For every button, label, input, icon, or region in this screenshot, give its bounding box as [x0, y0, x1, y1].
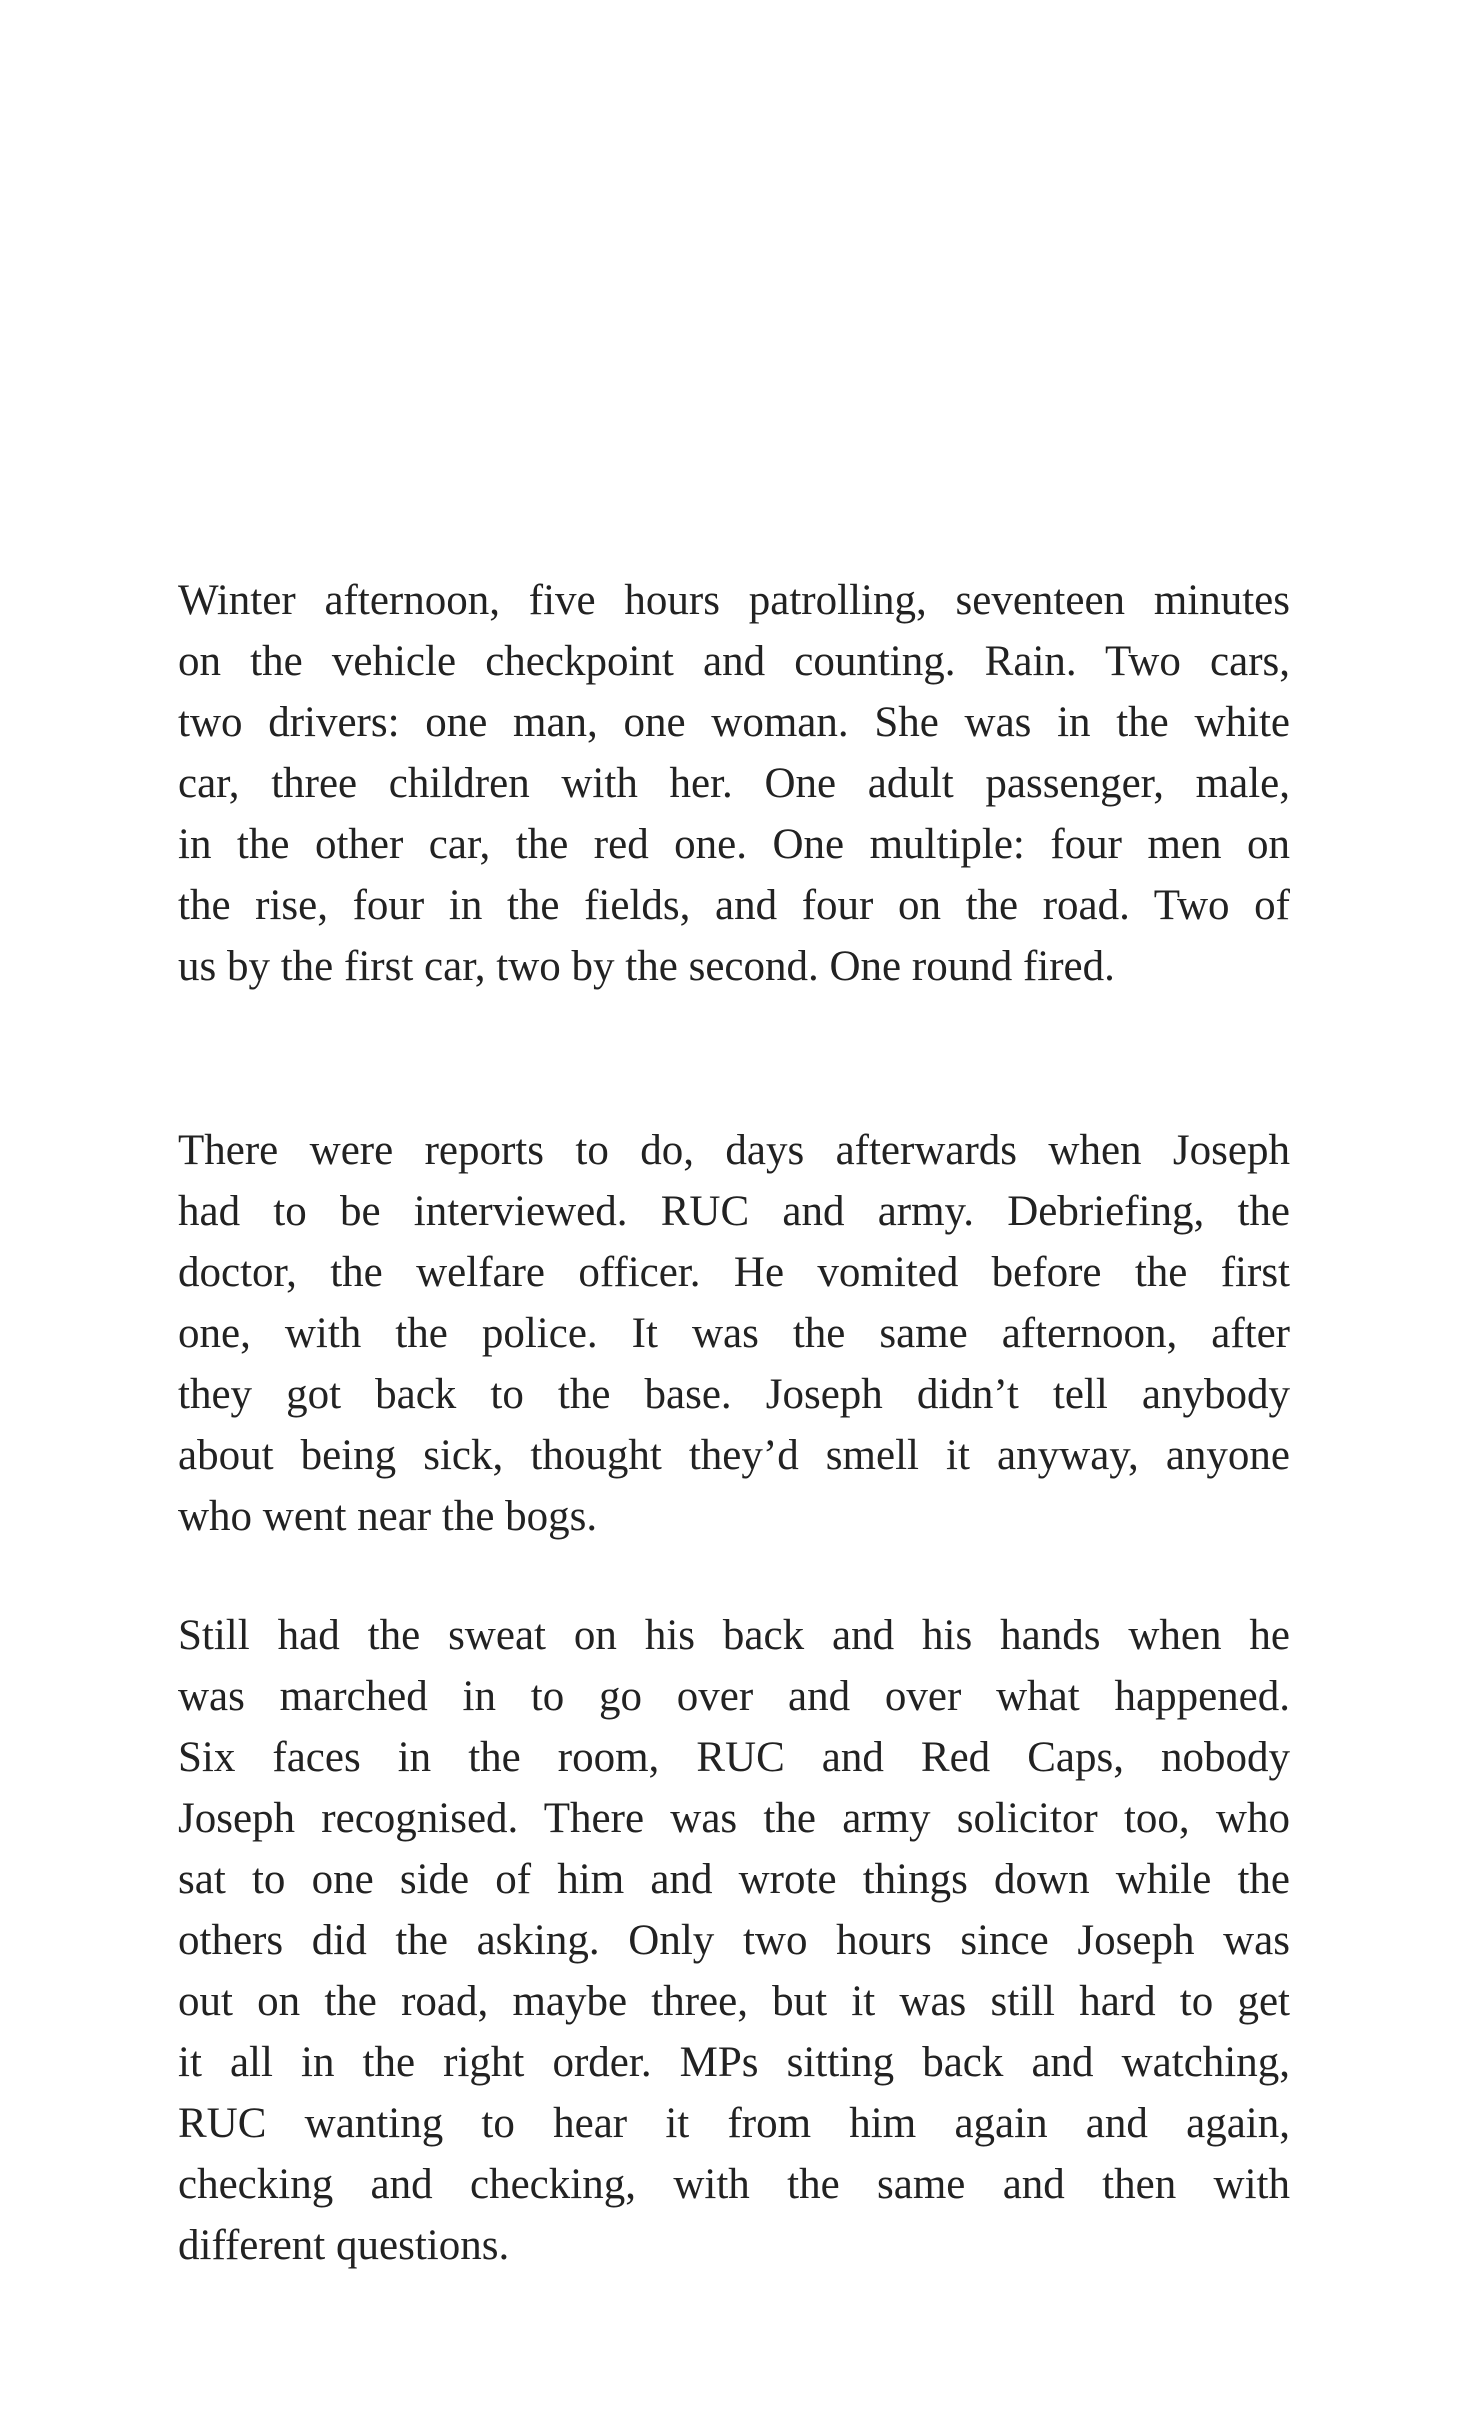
text-line: on the vehicle checkpoint and counting. Rain. Two cars, — [178, 638, 1290, 685]
paragraph-interview — [178, 1605, 1290, 2276]
paragraph-reports — [178, 1120, 1290, 1547]
text-line: Joseph recognised. There was the army solicitor too, who — [178, 1795, 1290, 1842]
text-line: one, with the police. It was the same afternoon, after — [178, 1310, 1290, 1357]
text-line: RUC wanting to hear it from him again and again, — [178, 2100, 1290, 2147]
text-line: doctor, the welfare officer. He vomited before the first — [178, 1249, 1290, 1296]
text-line: Winter afternoon, five hours patrolling, seventeen minutes — [178, 577, 1290, 624]
text-line: was marched in to go over and over what happened. — [178, 1673, 1290, 1720]
text-line: There were reports to do, days afterwards when Joseph — [178, 1127, 1290, 1174]
text-line: about being sick, thought they’d smell it anyway, anyone — [178, 1432, 1290, 1479]
text-line: others did the asking. Only two hours since Joseph was — [178, 1917, 1290, 1964]
text-line: they got back to the base. Joseph didn’t tell anybody — [178, 1371, 1290, 1418]
text-line: car, three children with her. One adult passenger, male, — [178, 760, 1290, 807]
text-line: who went near the bogs. — [178, 1493, 598, 1540]
text-line: Six faces in the room, RUC and Red Caps, nobody — [178, 1734, 1290, 1781]
text-line: sat to one side of him and wrote things down while the — [178, 1856, 1290, 1903]
text-line: in the other car, the red one. One multiple: four men on — [178, 821, 1290, 868]
text-line: Still had the sweat on his back and his hands when he — [178, 1612, 1290, 1659]
text-line: different questions. — [178, 2222, 510, 2269]
text-line: it all in the right order. MPs sitting back and watching, — [178, 2039, 1290, 2086]
text-line: the rise, four in the fields, and four on the road. Two of — [178, 882, 1290, 929]
text-line: two drivers: one man, one woman. She was in the white — [178, 699, 1290, 746]
text-line: checking and checking, with the same and then with — [178, 2161, 1290, 2208]
text-line: us by the first car, two by the second. One round fired. — [178, 943, 1115, 990]
text-line: out on the road, maybe three, but it was still hard to get — [178, 1978, 1290, 2025]
paragraph-checkpoint — [178, 570, 1290, 997]
text-line: had to be interviewed. RUC and army. Debriefing, the — [178, 1188, 1290, 1235]
